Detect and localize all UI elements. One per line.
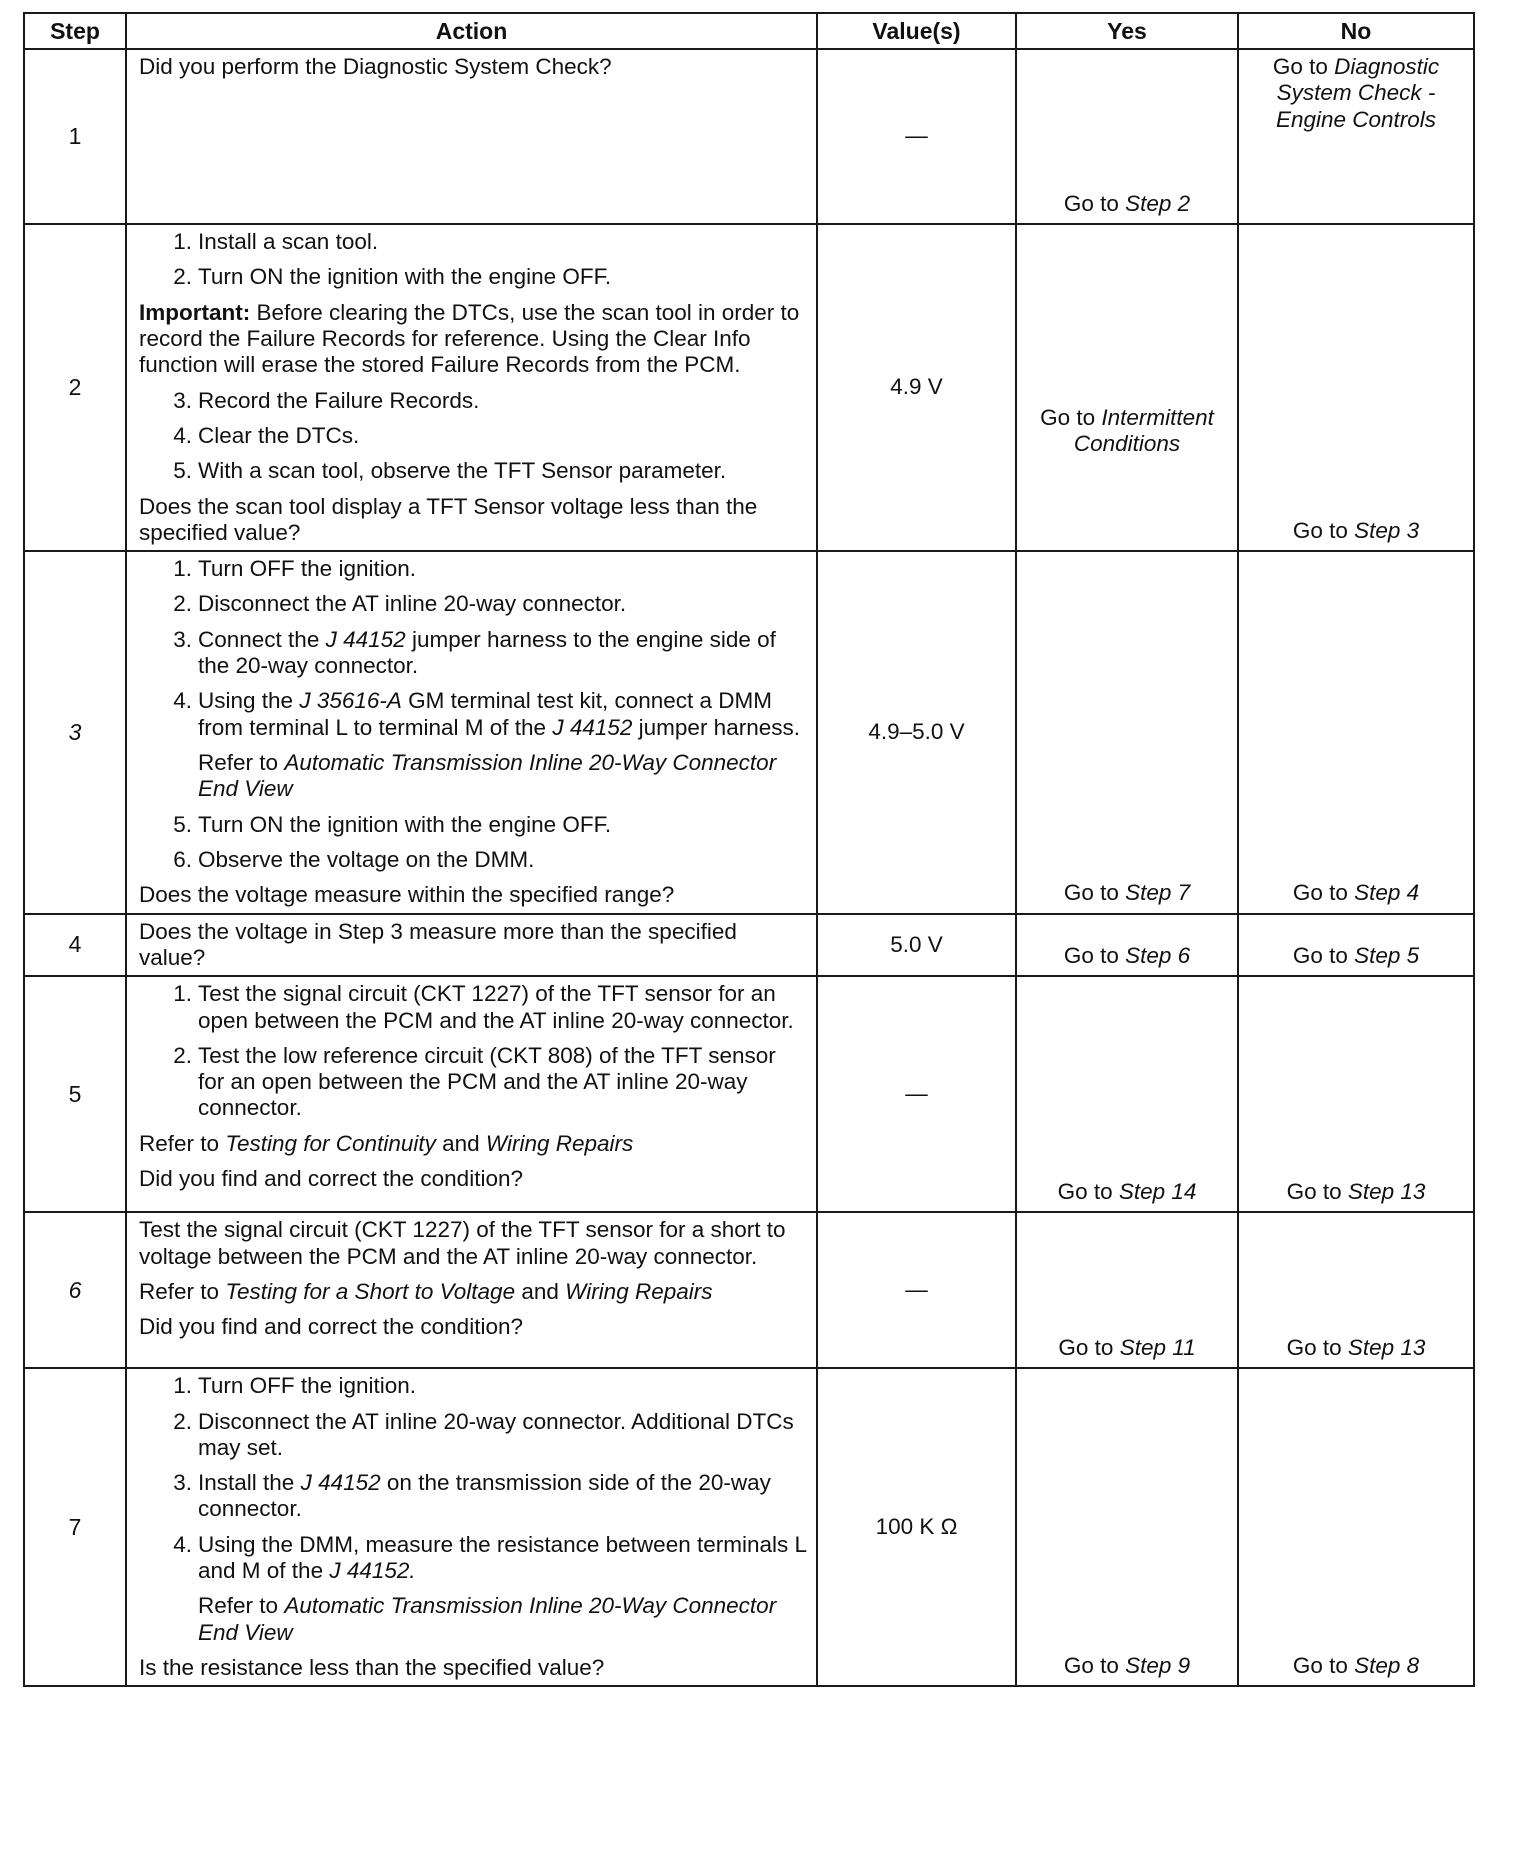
no-cell[interactable] <box>1238 224 1474 551</box>
question-text: Does the voltage in Step 3 measure more than the specified value? <box>139 918 737 970</box>
header-step: Step <box>24 13 126 49</box>
list-item: 5. Turn ON the ignition with the engine OFF. <box>173 811 612 837</box>
list-item: 1. Turn OFF the ignition. <box>173 1373 417 1399</box>
go-to-link[interactable]: Diagnostic <box>1334 54 1440 79</box>
header-row <box>24 13 1474 49</box>
action-cell <box>126 551 817 913</box>
no-cell[interactable] <box>1238 914 1474 977</box>
go-to-link[interactable]: Step 14 <box>1118 1178 1197 1204</box>
go-to-text: Go to <box>1040 405 1096 430</box>
action-cell <box>126 1212 817 1368</box>
reference-link[interactable]: Automatic Transmission Inline 20-Way Connector End View <box>198 1593 777 1645</box>
value-cell: — <box>817 49 1016 224</box>
table-row <box>24 1212 1474 1368</box>
no-cell[interactable] <box>1238 551 1474 913</box>
header-action: Action <box>126 13 817 49</box>
question-text: Does the voltage measure within the specified range? <box>139 882 675 908</box>
go-to-link[interactable]: Step 11 <box>1119 1334 1196 1360</box>
go-to-text: Go to <box>1292 880 1348 906</box>
step-number: 7 <box>24 1368 126 1686</box>
value-cell: 4.9–5.0 V <box>817 551 1016 913</box>
yes-cell[interactable] <box>1016 1212 1238 1368</box>
question-text: Did you find and correct the condition? <box>139 1166 523 1192</box>
list-item: 2. Turn ON the ignition with the engine OFF. <box>173 264 612 290</box>
go-to-link[interactable]: Step 3 <box>1354 517 1420 543</box>
yes-cell[interactable] <box>1016 49 1238 224</box>
no-cell[interactable] <box>1238 976 1474 1212</box>
go-to-text: Go to <box>1286 1178 1342 1204</box>
list-item: 2. Disconnect the AT inline 20-way connector. Additional DTCs may set. <box>173 1408 794 1460</box>
go-to-link[interactable]: System Check - <box>1276 80 1436 106</box>
go-to-link[interactable]: Step 4 <box>1354 880 1420 906</box>
table-row <box>24 224 1474 551</box>
table-row <box>24 976 1474 1212</box>
go-to-link[interactable]: Step 9 <box>1125 1653 1191 1678</box>
go-to-text: Go to <box>1063 880 1119 906</box>
table-row <box>24 551 1474 913</box>
refer-note: Refer to Testing for a Short to Voltage and Wiring Repairs <box>139 1278 713 1304</box>
no-cell[interactable] <box>1238 1368 1474 1686</box>
no-cell[interactable] <box>1238 49 1474 224</box>
go-to-text: Go to <box>1063 190 1119 216</box>
go-to-text: Go to <box>1063 1653 1119 1678</box>
list-item: 2. Test the low reference circuit (CKT 808) of the TFT sensor for an open between the PCM and the AT inline 20-way connector. <box>173 1042 776 1121</box>
list-item: 4. Using the J 35616-A GM terminal test kit, connect a DMM from terminal L to terminal M of the J 44152 jumper harness. <box>173 688 800 740</box>
list-item: 4. Clear the DTCs. <box>173 422 360 448</box>
go-to-text: Go to <box>1063 942 1119 968</box>
yes-cell[interactable] <box>1016 976 1238 1212</box>
yes-cell[interactable] <box>1016 551 1238 913</box>
go-to-text: Go to <box>1272 54 1328 79</box>
go-to-link[interactable]: Step 2 <box>1125 190 1191 216</box>
list-item: 4. Using the DMM, measure the resistance between terminals L and M of the J 44152. <box>173 1531 807 1584</box>
list-item: 2. Disconnect the AT inline 20-way connector. <box>173 591 627 617</box>
go-to-text: Go to <box>1292 1653 1348 1678</box>
action-cell <box>126 914 817 977</box>
go-to-text: Go to <box>1057 1178 1113 1204</box>
table-row <box>24 49 1474 224</box>
step-number: 2 <box>24 224 126 551</box>
table-row <box>24 1368 1474 1686</box>
go-to-link[interactable]: Step 13 <box>1347 1178 1426 1204</box>
refer-note: Refer to Automatic Transmission Inline 20-Way Connector End View <box>198 750 777 802</box>
no-cell[interactable] <box>1238 1212 1474 1368</box>
step-number: 1 <box>24 49 126 224</box>
instruction-text: Test the signal circuit (CKT 1227) of the TFT sensor for a short to voltage between the PCM and the AT inline 20-way connector. <box>139 1217 786 1269</box>
action-cell <box>126 49 817 224</box>
go-to-text: Go to <box>1058 1334 1114 1360</box>
question-text: Did you find and correct the condition? <box>139 1314 523 1340</box>
diagnostic-table <box>23 12 1475 1687</box>
header-values: Value(s) <box>817 13 1016 49</box>
header-no: No <box>1238 13 1474 49</box>
header-yes: Yes <box>1016 13 1238 49</box>
question-text: Is the resistance less than the specified value? <box>139 1655 605 1680</box>
step-number: 5 <box>24 976 126 1212</box>
value-cell: 5.0 V <box>817 914 1016 977</box>
list-item: 3. Record the Failure Records. <box>173 387 480 413</box>
reference-link[interactable]: Wiring Repairs <box>485 1130 634 1156</box>
list-item: 3. Install the J 44152 on the transmission side of the 20-way connector. <box>173 1470 771 1522</box>
go-to-link[interactable]: Engine Controls <box>1275 106 1437 132</box>
important-note: Important: Before clearing the DTCs, use the scan tool in order to record the Failure Records for reference. Using the Clear Info function will erase the stored Failure Records from the PCM. <box>139 299 800 378</box>
action-cell <box>126 1368 817 1686</box>
action-cell <box>126 976 817 1212</box>
go-to-link[interactable]: Step 13 <box>1347 1334 1426 1360</box>
list-item: 1. Turn OFF the ignition. <box>173 556 417 582</box>
reference-link[interactable]: Automatic Transmission Inline 20-Way Connector End View <box>198 750 777 802</box>
list-item: 5. With a scan tool, observe the TFT Sensor parameter. <box>173 458 727 484</box>
go-to-text: Go to <box>1286 1334 1342 1360</box>
go-to-text: Go to <box>1292 517 1348 543</box>
step-number: 3 <box>24 551 126 913</box>
value-cell: — <box>817 976 1016 1212</box>
value-cell: 4.9 V <box>817 224 1016 551</box>
list-item: 6. Observe the voltage on the DMM. <box>173 846 535 872</box>
go-to-link[interactable]: Step 8 <box>1354 1653 1420 1678</box>
refer-note: Refer to Testing for Continuity and Wiring Repairs <box>139 1130 634 1156</box>
list-item: 1. Install a scan tool. <box>173 229 379 254</box>
yes-cell[interactable] <box>1016 1368 1238 1686</box>
value-cell: — <box>817 1212 1016 1368</box>
table-row <box>24 914 1474 977</box>
go-to-link[interactable]: Step 5 <box>1354 942 1420 968</box>
question-text: Does the scan tool display a TFT Sensor voltage less than the specified value? <box>139 493 758 545</box>
action-cell <box>126 224 817 551</box>
yes-cell[interactable] <box>1016 914 1238 977</box>
list-item: 3. Connect the J 44152 jumper harness to the engine side of the 20-way connector. <box>173 626 776 679</box>
go-to-link[interactable]: Conditions <box>1073 431 1181 457</box>
reference-link[interactable]: Testing for Continuity <box>225 1130 436 1156</box>
yes-cell[interactable] <box>1016 224 1238 551</box>
reference-link[interactable]: Wiring Repairs <box>565 1278 713 1304</box>
refer-note: Refer to Automatic Transmission Inline 20-Way Connector End View <box>198 1593 777 1645</box>
go-to-link[interactable]: Step 7 <box>1125 880 1191 906</box>
go-to-link[interactable]: Intermittent <box>1101 405 1214 430</box>
step-number: 4 <box>24 914 126 977</box>
list-item: 1. Test the signal circuit (CKT 1227) of the TFT sensor for an open between the PCM and the AT inline 20-way connector. <box>173 981 794 1033</box>
step-number: 6 <box>24 1212 126 1368</box>
reference-link[interactable]: Testing for a Short to Voltage <box>225 1278 516 1304</box>
value-cell: 100 K Ω <box>817 1368 1016 1686</box>
question-text: Did you perform the Diagnostic System Check? <box>139 54 612 79</box>
go-to-link[interactable]: Step 6 <box>1125 942 1191 968</box>
go-to-text: Go to <box>1292 942 1348 968</box>
